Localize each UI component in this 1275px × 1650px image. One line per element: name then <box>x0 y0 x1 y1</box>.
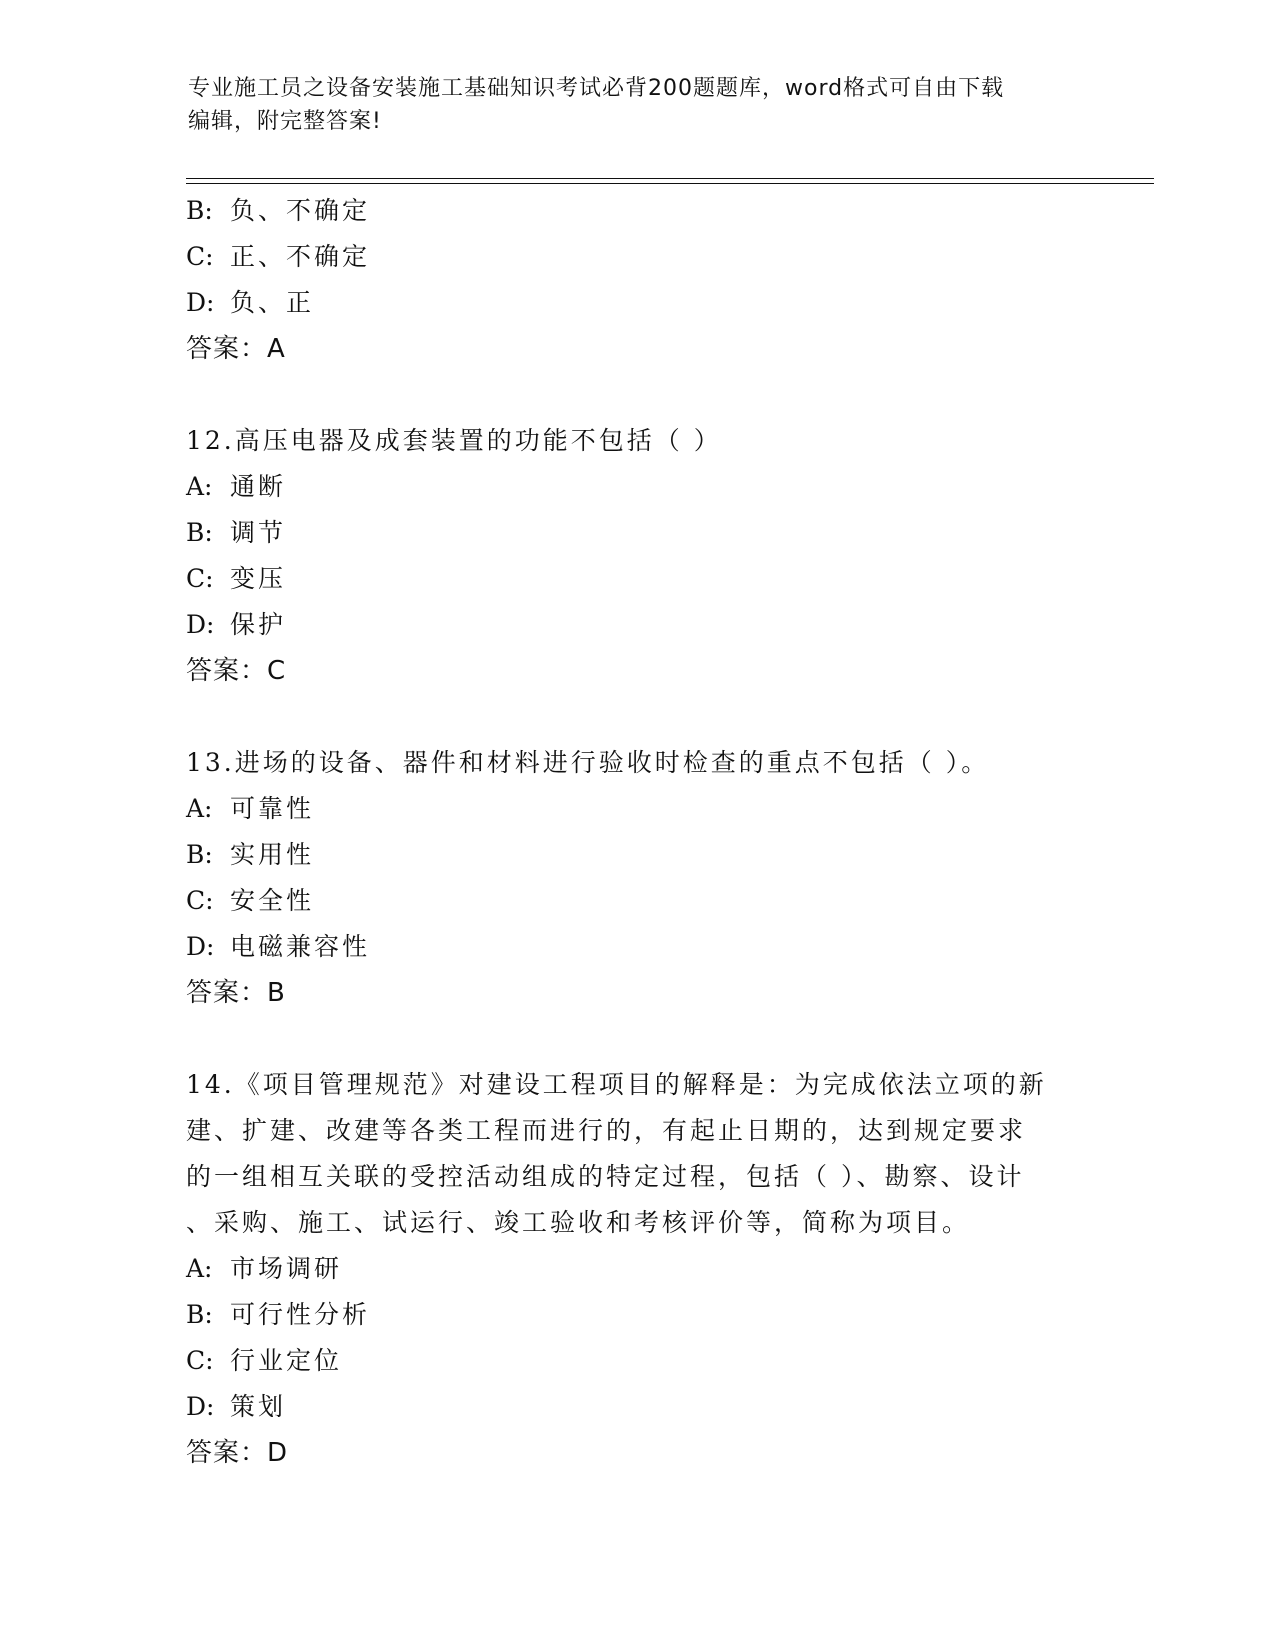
spacer <box>186 1016 1086 1062</box>
document-header <box>188 72 1088 138</box>
question-13-block <box>186 740 1086 1016</box>
option-text: 可靠性 <box>230 794 315 823</box>
option-text: 调节 <box>230 518 287 547</box>
option-text: 电磁兼容性 <box>230 932 371 961</box>
option-key: A: <box>186 1254 213 1283</box>
header-line-2: 编辑，附完整答案! <box>188 109 382 134</box>
option-key: D: <box>186 288 215 317</box>
option-key: C: <box>186 242 214 271</box>
option-text: 安全性 <box>230 886 315 915</box>
option-key: A: <box>186 794 213 823</box>
option-text: 正、不确定 <box>230 242 371 271</box>
option-key: B: <box>186 840 213 869</box>
option-b <box>186 832 1086 878</box>
option-d <box>186 602 1086 648</box>
question-text-line-1: 14.《项目管理规范》对建设工程项目的解释是：为完成依法立项的新 <box>186 1070 1047 1099</box>
option-text: 负、不确定 <box>230 196 371 225</box>
option-b <box>186 1292 1086 1338</box>
question-12-block <box>186 418 1086 694</box>
option-key: A: <box>186 472 213 501</box>
answer-line: 答案：C <box>186 656 287 686</box>
option-key: C: <box>186 564 214 593</box>
answer-line: 答案：D <box>186 1438 289 1468</box>
option-text: 保护 <box>230 610 287 639</box>
answer-line: 答案：A <box>186 334 286 364</box>
option-text: 策划 <box>230 1392 287 1421</box>
option-a <box>186 1246 1086 1292</box>
option-text: 负、正 <box>230 288 315 317</box>
option-a <box>186 786 1086 832</box>
option-text: 市场调研 <box>230 1254 343 1283</box>
option-key: B: <box>186 518 213 547</box>
option-text: 行业定位 <box>230 1346 343 1375</box>
option-c <box>186 556 1086 602</box>
option-key: C: <box>186 1346 214 1375</box>
option-key: D: <box>186 1392 215 1421</box>
option-text: 实用性 <box>230 840 315 869</box>
question-text: 12.高压电器及成套装置的功能不包括（ ） <box>186 426 722 455</box>
option-key: D: <box>186 610 215 639</box>
header-divider-top <box>186 178 1154 179</box>
option-d <box>186 280 1086 326</box>
answer-line: 答案：B <box>186 978 286 1008</box>
option-key: B: <box>186 196 213 225</box>
option-c <box>186 1338 1086 1384</box>
option-text: 变压 <box>230 564 287 593</box>
option-key: C: <box>186 886 214 915</box>
question-text: 13.进场的设备、器件和材料进行验收时检查的重点不包括（ ）。 <box>186 748 990 777</box>
header-line-1: 专业施工员之设备安装施工基础知识考试必背200题题库，word格式可自由下载 <box>188 76 1005 101</box>
option-key: B: <box>186 1300 213 1329</box>
option-b <box>186 188 1086 234</box>
option-text: 通断 <box>230 472 287 501</box>
question-list <box>186 188 1086 1476</box>
header-divider-bottom <box>186 183 1154 184</box>
question-11-block <box>186 188 1086 372</box>
option-key: D: <box>186 932 215 961</box>
option-a <box>186 464 1086 510</box>
question-text-line-3: 的一组相互关联的受控活动组成的特定过程，包括（ ）、勘察、设计 <box>186 1162 1025 1191</box>
question-14-block <box>186 1062 1086 1476</box>
option-b <box>186 510 1086 556</box>
question-text-line-4: 、采购、施工、试运行、竣工验收和考核评价等，简称为项目。 <box>186 1208 971 1237</box>
option-d <box>186 1384 1086 1430</box>
option-c <box>186 878 1086 924</box>
spacer <box>186 694 1086 740</box>
option-d <box>186 924 1086 970</box>
option-c <box>186 234 1086 280</box>
question-text-line-2: 建、扩建、改建等各类工程而进行的，有起止日期的，达到规定要求 <box>186 1116 1027 1145</box>
option-text: 可行性分析 <box>230 1300 371 1329</box>
spacer <box>186 372 1086 418</box>
